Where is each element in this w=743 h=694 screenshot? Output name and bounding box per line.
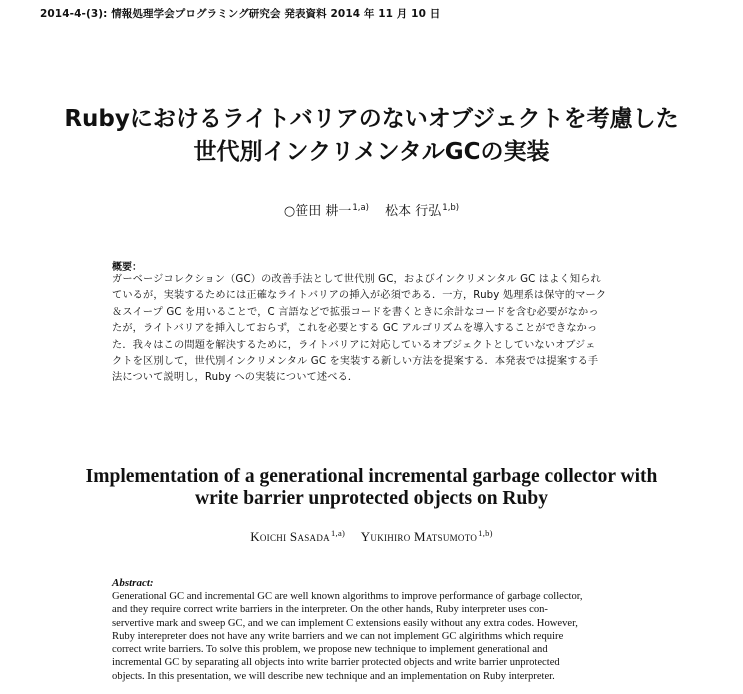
english-title-line: write barrier unprotected objects on Ruby bbox=[195, 488, 548, 509]
abstract-line: Generational GC and incremental GC are well known algorithms to improve performance of garbage collector, bbox=[112, 591, 583, 602]
abstract-line: たが，ライトバリアを挿入しておらず，これを必要とする GC アルゴリズムを導入することができなかっ bbox=[112, 323, 598, 335]
abstract-line: ガーベージコレクション（GC）の改善手法として世代別 GC，およびインクリメンタル GC はよく知られ bbox=[112, 274, 601, 285]
author-affiliation: 1,b) bbox=[442, 203, 460, 213]
author-affiliation: 1,a) bbox=[330, 528, 346, 538]
author-name: 松本 行弘 bbox=[385, 204, 442, 219]
abstract-line: ているが，実装するためには正確なライトバリアの挿入が必須である．一方，Ruby 処理系は保守的マーク bbox=[112, 290, 607, 302]
running-head: 2014-4-(3): 情報処理学会プログラミング研究会 発表資料 2014 年 11 月 10 日 bbox=[40, 8, 441, 20]
abstract-line: Ruby interepreter does not have any write barriers and we can not implement GC algirithms which require bbox=[112, 630, 564, 642]
author-name: ○笹田 耕一 bbox=[283, 204, 352, 219]
japanese-title-line: Rubyにおけるライトバリアのないオブジェクトを考慮した bbox=[64, 106, 679, 132]
author-affiliation: 1,a) bbox=[352, 203, 369, 213]
english-abstract-label: Abstract: bbox=[112, 577, 154, 589]
abstract-line: ＆スイープ GC を用いることで，C 言語などで拡張コードを書くときに余計なコードを含む必要がなかっ bbox=[112, 306, 599, 318]
japanese-title bbox=[0, 103, 743, 169]
author-affiliation: 1,b) bbox=[478, 528, 493, 538]
abstract-line: た．我々はこの問題を解決するために，ライトバリアに対応しているオブジェクトとしていないオブジェ bbox=[112, 339, 596, 351]
author-name: Yukihiro Matsumoto bbox=[360, 529, 478, 544]
english-abstract bbox=[112, 590, 646, 683]
japanese-author bbox=[385, 204, 459, 219]
english-author bbox=[250, 529, 345, 544]
japanese-authors bbox=[0, 200, 743, 219]
english-title bbox=[0, 466, 743, 510]
abstract-line: incremental GC by separating all objects into write barrier protected objects and write barrier unprotected bbox=[112, 657, 560, 669]
abstract-line: and they require correct write barriers in the interpreter. On the other hands, Ruby interpreter uses con- bbox=[112, 604, 548, 616]
english-authors bbox=[0, 528, 743, 545]
author-name: Koichi Sasada bbox=[250, 529, 330, 544]
japanese-title-line: 世代別インクリメンタルGCの実装 bbox=[193, 139, 550, 165]
japanese-abstract-label: 概要： bbox=[112, 262, 142, 273]
english-title-line: Implementation of a generational incremental garbage collector with bbox=[85, 466, 658, 487]
abstract-line: objects. In this presentation, we will describe new technique and an implementation on Ruby interpreter. bbox=[112, 670, 555, 682]
abstract-line: クトを区別して，世代別インクリメンタル GC を実装する新しい方法を提案する．本発表では提案する手 bbox=[112, 356, 599, 368]
japanese-abstract bbox=[112, 272, 652, 387]
english-author bbox=[361, 529, 493, 544]
abstract-line: servertive mark and sweep GC, and we can implement C extensions easily without any extra codes. However, bbox=[112, 617, 578, 629]
abstract-line: 法について説明し，Ruby への実装について述べる． bbox=[112, 372, 359, 384]
abstract-line: correct write barriers. To solve this problem, we propose new technique to implement generational and bbox=[112, 644, 548, 656]
japanese-author bbox=[284, 204, 369, 219]
